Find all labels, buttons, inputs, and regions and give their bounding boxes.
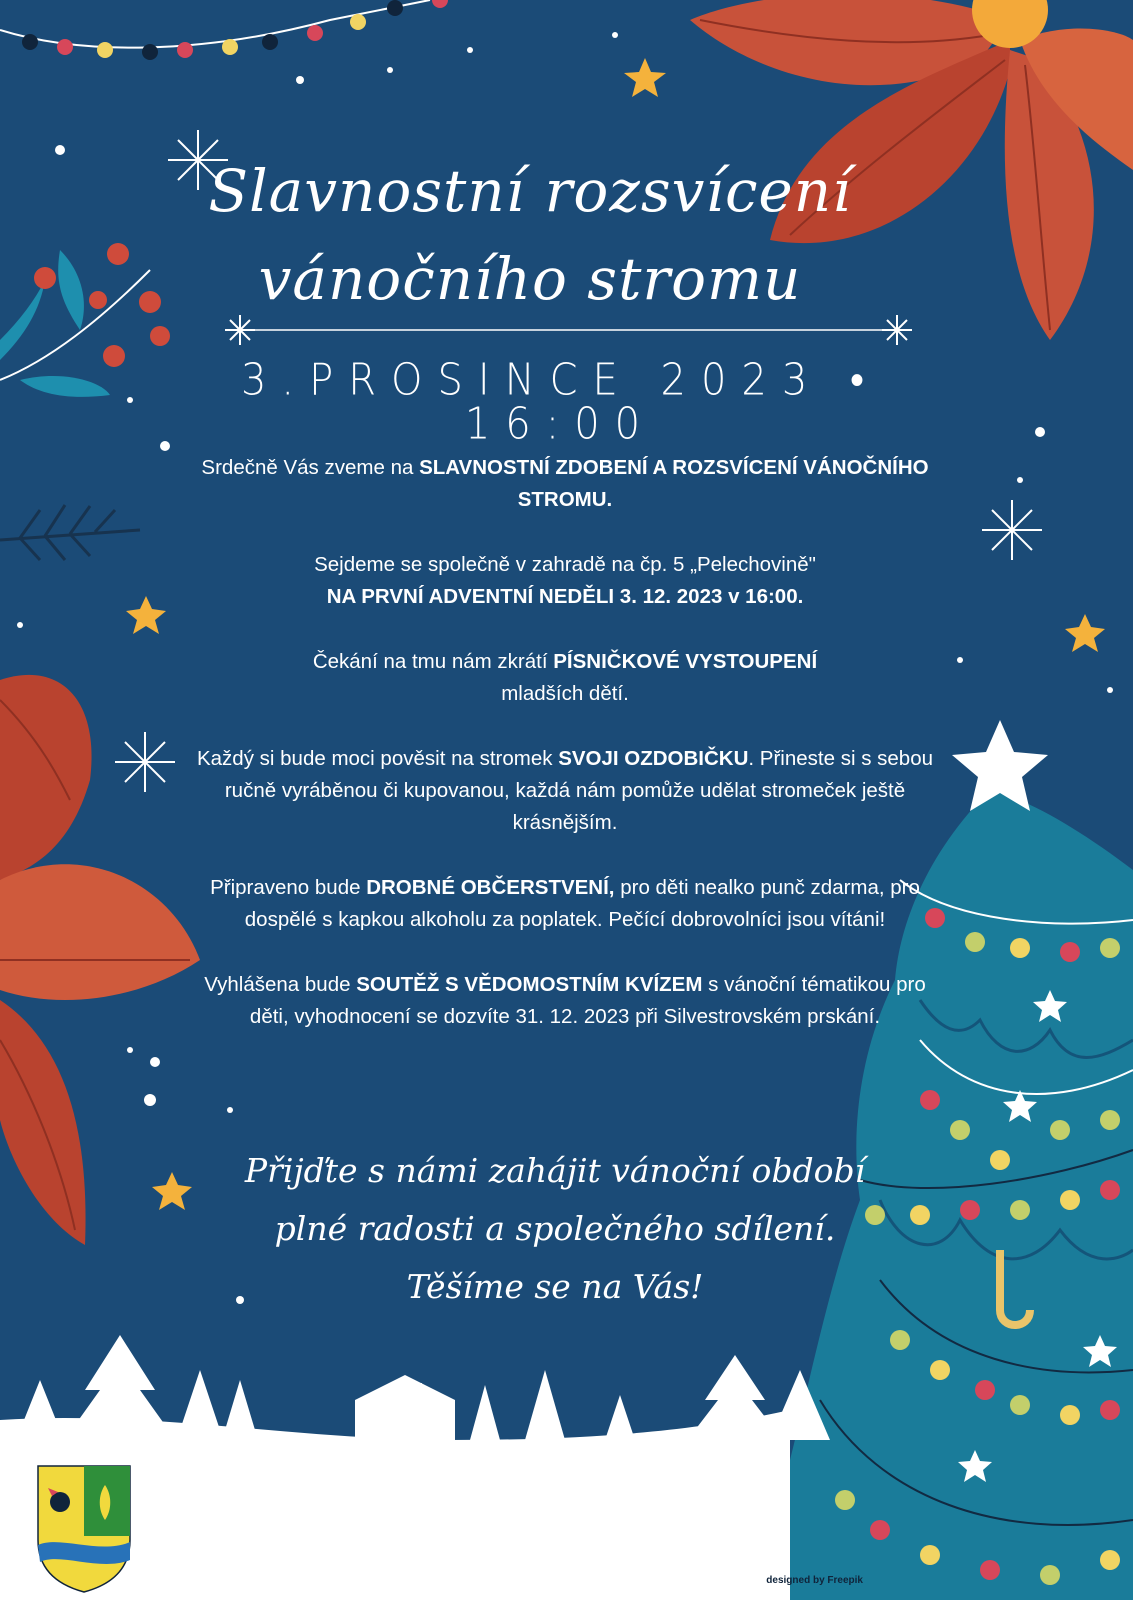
paragraph-refreshments (190, 872, 940, 936)
pine-branch-icon (0, 505, 140, 560)
location-bold: NA PRVNÍ ADVENTNÍ NEDĚLI 3. 12. 2023 v 16:00. (326, 585, 804, 608)
performance-bold: PÍSNIČKOVÉ VYSTOUPENÍ (553, 650, 818, 673)
event-date: 3.PROSINCE 2023 • 16:00 (240, 354, 880, 450)
closing-line-1: Přijďte s námi zahájit vánoční období (244, 1151, 866, 1190)
berry-branch-icon (0, 243, 170, 397)
refreshments-text-b: pro děti nealko punč zdarma, pro dospělé s kapkou alkoholu za poplatek. Pečící dobrovolníci jsou vítáni! (244, 876, 920, 931)
invitation-body (190, 452, 940, 1066)
designer-credit: designed by Freepik (766, 1575, 863, 1586)
ornament-bold: SVOJI OZDOBIČKU (558, 747, 749, 770)
performance-text-b: mladších dětí. (501, 682, 629, 705)
paragraph-quiz (190, 969, 940, 1033)
refreshments-text: Připraveno bude (210, 876, 367, 899)
intro-text: Srdečně Vás zveme na (201, 456, 420, 479)
string-lights-top-icon (0, 0, 448, 60)
ornament-text: Každý si bude moci pověsit na stromek (196, 747, 559, 770)
quiz-text: Vyhlášena bude (204, 973, 357, 996)
ornament-text-b: . Přineste si s sebou ručně vyráběnou či kupovanou, každá nám pomůže udělat stromeček ještě krásnějším. (224, 747, 933, 834)
closing-line-2: plné radosti a společného sdílení. (274, 1209, 836, 1248)
performance-text: Čekání na tmu nám zkrátí (312, 650, 554, 673)
intro-bold: SLAVNOSTNÍ ZDOBENÍ A ROZSVÍCENÍ VÁNOČNÍHO STROMU. (419, 456, 929, 511)
paragraph-intro (190, 452, 940, 516)
municipal-coat-of-arms-icon (38, 1466, 130, 1592)
paragraph-location (190, 549, 940, 613)
paragraph-performance (190, 646, 940, 710)
quiz-bold: SOUTĚŽ S VĚDOMOSTNÍM KVÍZEM (356, 973, 703, 996)
refreshments-bold: DROBNÉ OBČERSTVENÍ, (366, 876, 615, 899)
closing-message (230, 1142, 880, 1316)
title-line-2: vánočního stromu (258, 245, 802, 313)
poinsettia-left-icon (0, 675, 200, 1245)
paragraph-ornament (190, 743, 940, 839)
location-text: Sejdeme se společně v zahradě na čp. 5 „Pelechovině" (314, 553, 816, 576)
title-line-1: Slavnostní rozsvícení (208, 157, 852, 225)
closing-line-3: Těšíme se na Vás! (406, 1267, 704, 1306)
quiz-text-b: s vánoční tématikou pro děti, vyhodnocení se dozvíte 31. 12. 2023 při Silvestrovském prskání. (249, 973, 926, 1028)
